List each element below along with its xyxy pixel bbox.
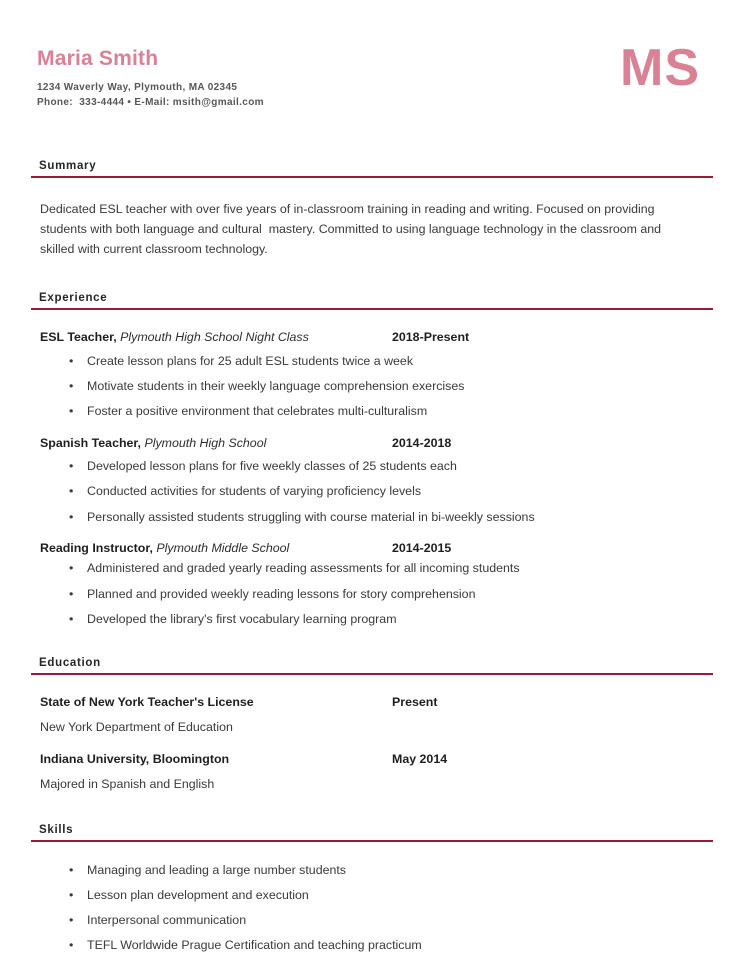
education-date: May 2014 [392, 752, 448, 767]
bullet-icon: • [69, 404, 74, 419]
section-title-experience: Experience [39, 292, 108, 305]
experience-organization: Plymouth High School Night Class [116, 330, 309, 345]
list-item [40, 586, 713, 602]
section-skills [31, 824, 713, 954]
list-item [40, 937, 713, 953]
education-institution: New York Department of Education [40, 719, 233, 734]
experience-date-range: 2018-Present [392, 330, 470, 345]
list-item-text: Motivate students in their weekly language comprehension exercises [87, 379, 465, 394]
section-summary [31, 160, 713, 259]
skills-bullet-list [40, 862, 713, 954]
education-credential: State of New York Teacher's License [40, 694, 254, 709]
list-item [40, 483, 713, 499]
education-entry-left [40, 694, 392, 711]
education-entry-head [40, 694, 713, 711]
list-item [40, 458, 713, 474]
monogram-initials: MS [620, 39, 700, 97]
summary-body [31, 178, 713, 259]
education-entry-left [40, 751, 392, 768]
bullet-icon: • [69, 379, 74, 394]
experience-entry [40, 329, 713, 419]
education-entry-head [40, 751, 713, 768]
education-credential: Indiana University, Bloomington [40, 752, 230, 767]
bullet-icon: • [69, 561, 74, 576]
list-item-text: Conducted activities for students of varying proficiency levels [87, 484, 422, 499]
experience-entry-head [40, 435, 713, 452]
experience-job-title: Reading Instructor, [40, 540, 153, 555]
bullet-icon: • [69, 912, 74, 927]
experience-date-range: 2014-2018 [392, 435, 452, 450]
list-item-text: Planned and provided weekly reading lessons for story comprehension [87, 586, 476, 601]
list-item [40, 353, 713, 369]
experience-entry [40, 435, 713, 525]
bullet-icon: • [69, 611, 74, 626]
experience-bullet-list [40, 458, 713, 524]
experience-entry-head [40, 329, 713, 346]
skills-body [31, 842, 713, 954]
bullet-icon: • [69, 459, 74, 474]
bullet-icon: • [69, 509, 74, 524]
experience-entry-head [40, 540, 713, 557]
list-item-text: Developed lesson plans for five weekly classes of 25 students each [87, 459, 457, 474]
list-item [40, 611, 713, 627]
education-entry [40, 694, 713, 735]
experience-entry-left [40, 435, 392, 452]
list-item-text: Developed the library's first vocabulary learning program [87, 611, 397, 626]
list-item-text: TEFL Worldwide Prague Certification and teaching practicum [87, 938, 422, 953]
section-experience [31, 292, 713, 626]
education-entry [40, 751, 713, 792]
experience-organization: Plymouth Middle School [152, 540, 290, 555]
bullet-icon: • [69, 887, 74, 902]
experience-bullet-list [40, 560, 713, 626]
list-item [40, 862, 713, 878]
experience-job-title: Spanish Teacher, [40, 435, 141, 450]
list-item [40, 912, 713, 928]
education-body [31, 675, 713, 793]
experience-organization: Plymouth High School [141, 435, 267, 450]
list-item-text: Administered and graded yearly reading assessments for all incoming students [87, 561, 520, 576]
section-title-education: Education [39, 656, 101, 669]
section-education [31, 657, 713, 793]
bullet-icon: • [69, 484, 74, 499]
list-item-text: Foster a positive environment that celebrates multi-culturalism [87, 404, 428, 419]
experience-entry [40, 540, 713, 627]
bullet-icon: • [69, 938, 74, 953]
experience-entry-left [40, 540, 392, 557]
bullet-icon: • [69, 586, 74, 601]
list-item [40, 378, 713, 394]
list-item [40, 509, 713, 525]
experience-entry-left [40, 329, 392, 346]
address-line: 1234 Waverly Way, Plymouth, MA 02345 [37, 82, 238, 94]
bullet-icon: • [69, 862, 74, 877]
summary-paragraph: Dedicated ESL teacher with over five years of in-classroom training in reading and writing. Focused on providing students with both language and cultural mastery. Committed to using language technology in the classroom and skilled with current classroom technology. [40, 202, 665, 257]
list-item-text: Personally assisted students struggling with course material in bi-weekly sessions [87, 509, 535, 524]
experience-job-title: ESL Teacher, [40, 330, 117, 345]
contact-block [31, 42, 264, 110]
list-item-text: Managing and leading a large number students [87, 862, 347, 877]
list-item-text: Create lesson plans for 25 adult ESL students twice a week [87, 354, 414, 369]
list-item [40, 403, 713, 419]
list-item [40, 887, 713, 903]
education-date: Present [392, 694, 438, 709]
list-item-text: Interpersonal communication [87, 912, 247, 927]
phone-email-line: Phone: 333-4444 • E-Mail: msith@gmail.com [37, 96, 264, 108]
resume-header [31, 0, 713, 110]
section-title-skills: Skills [39, 823, 74, 836]
list-item [40, 560, 713, 576]
experience-body [31, 310, 713, 626]
bullet-icon: • [69, 354, 74, 369]
education-major: Majored in Spanish and English [40, 777, 215, 791]
experience-date-range: 2014-2015 [392, 540, 452, 555]
candidate-name: Maria Smith [37, 47, 159, 70]
section-title-summary: Summary [39, 160, 97, 173]
experience-bullet-list [40, 353, 713, 419]
list-item-text: Lesson plan development and execution [87, 887, 309, 902]
